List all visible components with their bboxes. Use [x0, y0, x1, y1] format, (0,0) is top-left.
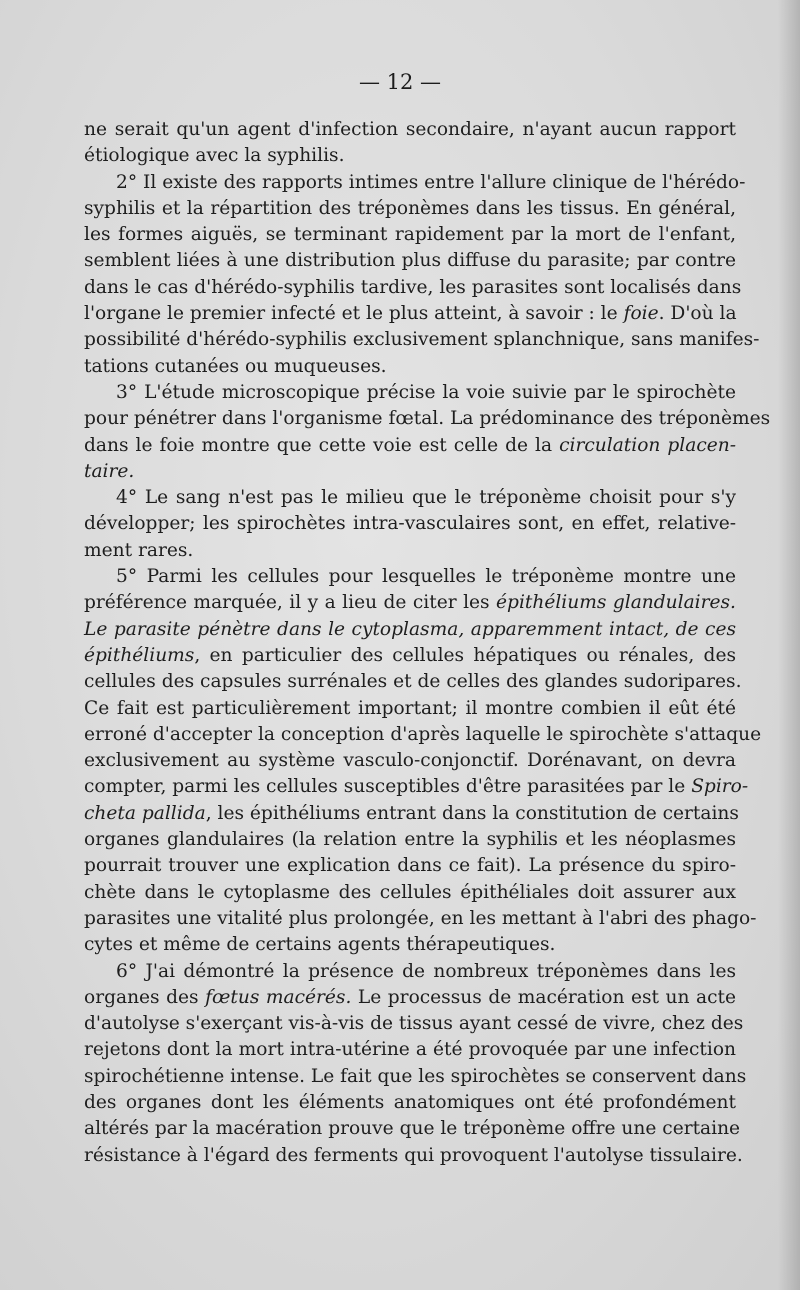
text-line [84, 643, 736, 669]
text-segment: dans le foie montre que cette voie est celle de la [84, 434, 553, 456]
text-segment: , en particulier des cellules hépatiques ou rénales, des [194, 644, 736, 666]
text-line [84, 459, 736, 485]
text-line: dans le cas d'hérédo-syphilis tardive, les parasites sont localisés dans [84, 276, 742, 298]
text-line: parasites une vitalité plus prolongée, en les mettant à l'abri des phago- [84, 907, 757, 929]
text-line: développer; les spirochètes intra-vasculaires sont, en effet, relative- [84, 513, 736, 535]
text-line: rejetons dont la mort intra-utérine a été provoquée par une infection [84, 1039, 736, 1061]
text-line: étiologique avec la syphilis. [84, 145, 345, 167]
text-segment: l'organe le premier infecté et le plus atteint, à savoir : le [84, 303, 618, 325]
italic-term: épithéliums [84, 644, 195, 666]
text-line: 3° L'étude microscopique précise la voie suivie par le spirochète [116, 381, 736, 403]
text-line: d'autolyse s'exerçant vis-à-vis de tissus ayant cessé de vivre, chez des [84, 1013, 744, 1035]
text-segment: organes des [84, 986, 199, 1008]
italic-term: Le parasite pénètre dans le cytoplasma, apparemment intact, de ces [84, 618, 736, 640]
text-line: tations cutanées ou muqueuses. [84, 355, 387, 377]
text-line: cellules des capsules surrénales et de celles des glandes sudoripares. [84, 671, 742, 693]
text-line [84, 801, 739, 827]
text-line: ne serait qu'un agent d'infection secondaire, n'ayant aucun rapport [84, 119, 736, 140]
text-line: 2° Il existe des rapports intimes entre l'allure clinique de l'hérédo- [116, 171, 746, 193]
text-line: exclusivement au système vasculo-conjonctif. Dorénavant, on devra [84, 750, 736, 772]
page-number: — 12 — [358, 70, 442, 94]
text-segment: Le processus de macération est un acte [351, 986, 736, 1008]
italic-term: cheta pallida [84, 802, 206, 824]
text-line: semblent liées à une distribution plus diffuse du parasite; par contre [84, 250, 736, 272]
text-line [84, 774, 749, 800]
text-line: syphilis et la répartition des tréponèmes dans les tissus. En général, [84, 197, 736, 219]
text-line: ment rares. [84, 539, 194, 561]
text-line: 5° Parmi les cellules pour lesquelles le tréponème montre une [116, 566, 736, 588]
text-line [84, 433, 736, 459]
text-line: spirochétienne intense. Le fait que les spirochètes se conservent dans [84, 1065, 747, 1087]
text-line: cytes et même de certains agents thérapeutiques. [84, 934, 556, 956]
text-line: chète dans le cytoplasme des cellules épithéliales doit assurer aux [84, 881, 736, 903]
italic-term: foie [623, 303, 659, 325]
italic-term: épithéliums glandulaires. [496, 592, 736, 614]
text-line: des organes dont les éléments anatomiques ont été profondément [84, 1091, 736, 1113]
text-line: possibilité d'hérédo-syphilis exclusivement splanchnique, sans manifes- [84, 329, 760, 351]
text-line [84, 985, 736, 1011]
text-segment: compter, parmi les cellules susceptibles d'être parasitées par le [84, 776, 686, 798]
text-line: 4° Le sang n'est pas le milieu que le tréponème choisit pour s'y [116, 487, 736, 509]
italic-term: Spiro- [691, 776, 749, 798]
text-line: les formes aiguës, se terminant rapidement par la mort de l'enfant, [84, 224, 736, 246]
text-line [84, 590, 736, 616]
text-line: pour pénétrer dans l'organisme fœtal. La prédominance des tréponèmes [84, 408, 771, 430]
italic-term: fœtus macérés. [205, 986, 352, 1008]
text-segment: préférence marquée, il y a lieu de citer les [84, 592, 490, 614]
text-line: 6° J'ai démontré la présence de nombreux tréponèmes dans les [116, 960, 736, 982]
italic-term: taire. [84, 460, 135, 482]
text-segment: , les épithéliums entrant dans la constitution de certains [205, 802, 739, 824]
text-line: pourrait trouver une explication dans ce fait). La présence du spiro- [84, 855, 736, 877]
text-line [84, 617, 736, 643]
text-line: organes glandulaires (la relation entre la syphilis et les néoplasmes [84, 829, 736, 851]
text-line: altérés par la macération prouve que le tréponème offre une certaine [84, 1118, 741, 1140]
italic-term: circulation placen- [559, 434, 737, 456]
text-line [84, 301, 736, 327]
page-edge-shadow [778, 0, 800, 1290]
text-line: Ce fait est particulièrement important; il montre combien il eût été [84, 697, 736, 719]
text-line: résistance à l'égard des ferments qui provoquent l'autolyse tissulaire. [84, 1144, 743, 1166]
body-text [84, 117, 771, 1169]
text-line: erroné d'accepter la conception d'après laquelle le spirochète s'attaque [84, 723, 762, 745]
text-segment: . D'où la [658, 303, 737, 325]
